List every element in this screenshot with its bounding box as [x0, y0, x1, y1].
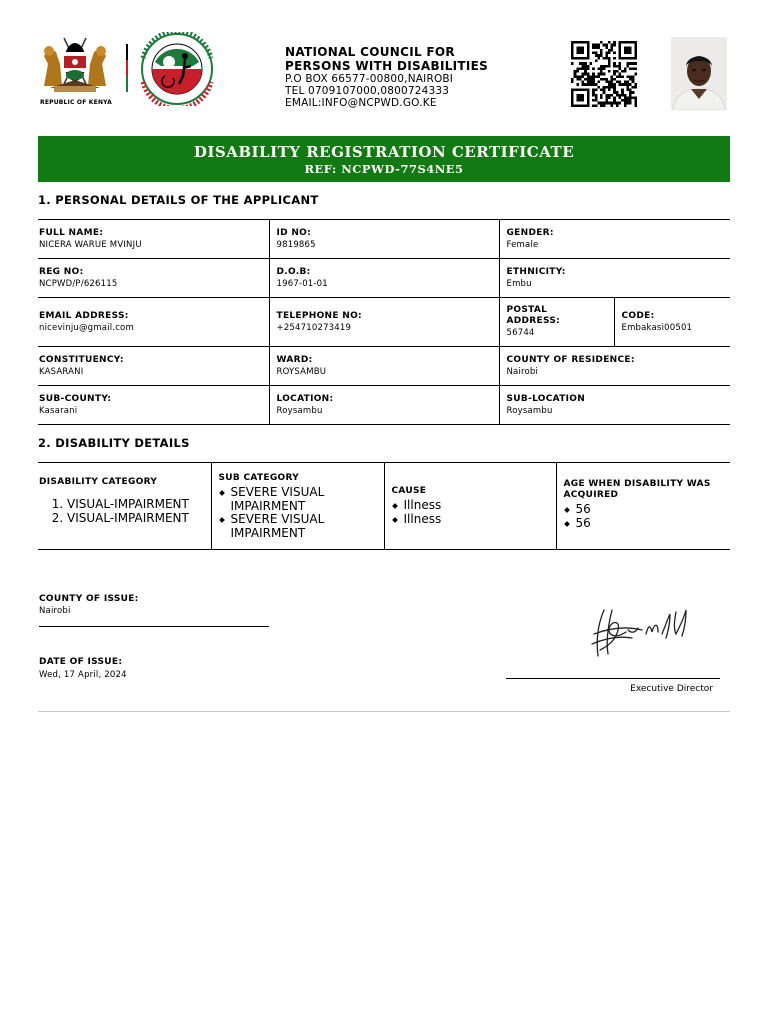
- flag-divider: [126, 44, 128, 92]
- reg-value: NCPWD/P/626115: [39, 278, 118, 289]
- category-label: DISABILITY CATEGORY: [39, 477, 158, 487]
- disability-details-table: [38, 462, 730, 550]
- email-label: EMAIL ADDRESS:: [39, 310, 129, 321]
- email-value: nicevinju@gmail.com: [39, 322, 134, 333]
- county-value: Nairobi: [506, 366, 539, 377]
- list-item: SEVERE VISUAL IMPAIRMENT: [219, 486, 384, 513]
- county-label: COUNTY OF RESIDENCE:: [506, 354, 635, 365]
- phone-label: TELEPHONE NO:: [276, 310, 362, 321]
- constituency-cell: [38, 347, 269, 386]
- code-label: CODE:: [621, 310, 655, 321]
- list-item: 1. VISUAL-IMPAIRMENT: [67, 498, 211, 512]
- footer-divider: [38, 711, 730, 712]
- table-row: [38, 220, 730, 259]
- dob-value: 1967-01-01: [276, 278, 328, 289]
- gender-value: Female: [506, 239, 539, 250]
- subcounty-value: Kasarani: [39, 405, 78, 416]
- org-telephone: TEL 0709107000,0800724333: [285, 85, 450, 97]
- organization-info: [285, 45, 525, 109]
- code-cell: [614, 298, 730, 347]
- reg-cell: [38, 259, 269, 298]
- postal-cell: [499, 298, 614, 347]
- list-item: 56: [564, 517, 731, 531]
- org-name-line2: PERSONS WITH DISABILITIES: [285, 59, 489, 73]
- org-address: P.O BOX 66577-00800,NAIROBI: [285, 73, 454, 85]
- table-row: [38, 386, 730, 425]
- dob-cell: [269, 259, 499, 298]
- gender-cell: [499, 220, 730, 259]
- subcategory-list: [219, 486, 384, 540]
- table-row: [38, 259, 730, 298]
- signatory-title: Executive Director: [630, 684, 713, 694]
- email-cell: [38, 298, 269, 347]
- date-of-issue-value: Wed, 17 April, 2024: [39, 670, 127, 680]
- postal-value: 56744: [506, 328, 535, 338]
- county-of-issue-value: Nairobi: [39, 606, 71, 616]
- full-name-cell: [38, 220, 269, 259]
- category-list: [67, 498, 211, 525]
- personal-details-heading: 1. PERSONAL DETAILS OF THE APPLICANT: [38, 193, 319, 207]
- postal-label-line2: ADDRESS:: [506, 316, 561, 326]
- county-cell: [499, 347, 730, 386]
- subcategory-label: SUB CATEGORY: [218, 473, 300, 483]
- phone-value: +254710273419: [276, 322, 352, 333]
- subcounty-label: SUB-COUNTY:: [39, 393, 112, 404]
- coat-caption: REPUBLIC OF KENYA: [40, 99, 112, 106]
- dob-label: D.O.B:: [276, 266, 311, 277]
- gender-label: GENDER:: [506, 227, 554, 238]
- id-value: 9819865: [276, 239, 316, 250]
- subcategory-cell: [211, 463, 384, 550]
- ethnicity-value: Embu: [506, 278, 532, 289]
- id-label: ID NO:: [276, 227, 312, 238]
- certificate-ref: REF: NCPWD-77S4NE5: [304, 162, 464, 176]
- ncpwd-logo: [135, 32, 219, 106]
- age-list: [564, 503, 731, 530]
- ethnicity-cell: [499, 259, 730, 298]
- personal-details-table: [38, 219, 730, 425]
- county-underline: [39, 626, 269, 627]
- table-row: [38, 463, 730, 550]
- age-cell: [556, 463, 730, 550]
- full-name-value: NICERA WARUE MVINJU: [39, 239, 142, 250]
- sublocation-cell: [499, 386, 730, 425]
- table-row: [38, 347, 730, 386]
- ward-label: WARD:: [276, 354, 313, 365]
- table-row: [38, 298, 730, 347]
- disability-details-heading: 2. DISABILITY DETAILS: [38, 436, 190, 450]
- applicant-photo: [671, 37, 727, 110]
- list-item: 2. VISUAL-IMPAIRMENT: [67, 512, 211, 526]
- sublocation-label: SUB-LOCATION: [506, 393, 586, 404]
- kenya-coat-of-arms-logo: [38, 34, 114, 110]
- org-email: EMAIL:INFO@NCPWD.GO.KE: [285, 97, 437, 109]
- constituency-label: CONSTITUENCY:: [39, 354, 124, 365]
- constituency-value: KASARANI: [39, 366, 84, 377]
- signature-line: [506, 678, 720, 679]
- sublocation-value: Roysambu: [506, 405, 553, 416]
- ethnicity-label: ETHNICITY:: [506, 266, 566, 277]
- ward-value: ROYSAMBU: [276, 366, 327, 377]
- certificate-title-banner: [38, 136, 730, 182]
- location-label: LOCATION:: [276, 393, 334, 404]
- id-cell: [269, 220, 499, 259]
- full-name-label: FULL NAME:: [39, 227, 104, 238]
- qr-code: [569, 41, 639, 107]
- list-item: Illness: [392, 499, 556, 513]
- age-label: AGE WHEN DISABILITY WAS ACQUIRED: [563, 479, 711, 500]
- cause-cell: [384, 463, 556, 550]
- cause-label: CAUSE: [391, 486, 427, 496]
- category-cell: [38, 463, 211, 550]
- org-name-line1: NATIONAL COUNCIL FOR: [285, 45, 455, 59]
- ward-cell: [269, 347, 499, 386]
- list-item: 56: [564, 503, 731, 517]
- reg-label: REG NO:: [39, 266, 84, 277]
- county-of-issue-label: COUNTY OF ISSUE:: [39, 594, 139, 604]
- location-value: Roysambu: [276, 405, 323, 416]
- cause-list: [392, 499, 556, 526]
- code-value: Embakasi00501: [621, 322, 693, 333]
- director-signature: [586, 604, 706, 660]
- certificate-title: DISABILITY REGISTRATION CERTIFICATE: [193, 143, 575, 161]
- postal-label-line1: POSTAL: [506, 305, 548, 315]
- list-item: Illness: [392, 513, 556, 527]
- date-of-issue-label: DATE OF ISSUE:: [39, 657, 123, 667]
- location-cell: [269, 386, 499, 425]
- certificate-header: [38, 32, 730, 112]
- subcounty-cell: [38, 386, 269, 425]
- list-item: SEVERE VISUAL IMPAIRMENT: [219, 513, 384, 540]
- phone-cell: [269, 298, 499, 347]
